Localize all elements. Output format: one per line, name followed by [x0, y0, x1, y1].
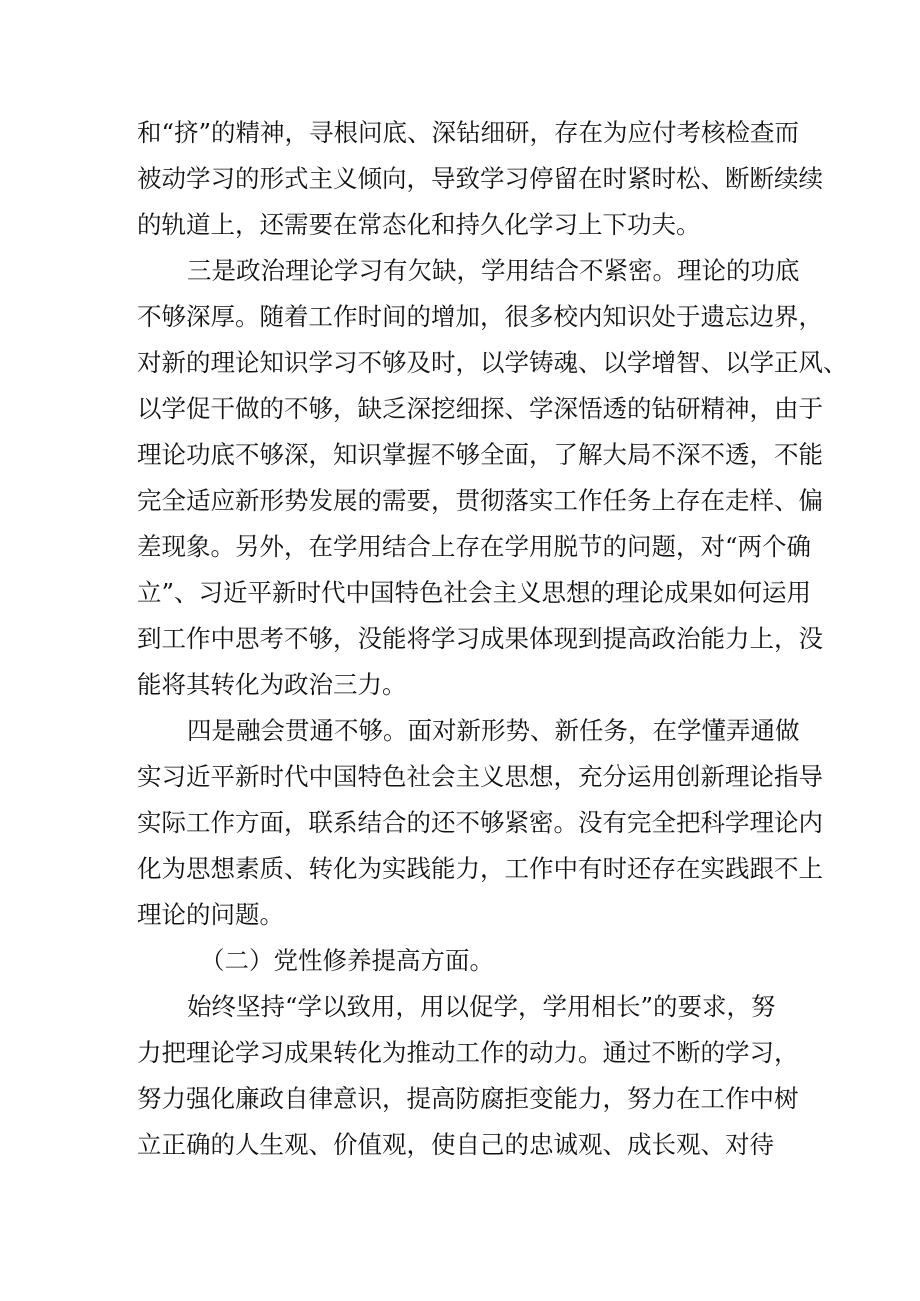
text-line: 完全适应新形势发展的需要，贯彻落实工作任务上存在走样、偏	[137, 486, 823, 515]
text-line: 实习近平新时代中国特色社会主义思想，充分运用创新理论指导	[137, 762, 823, 791]
paragraph-start-line: 四是融会贯通不够。面对新形势、新任务，在学懂弄通做	[187, 716, 800, 745]
text-line: 化为思想素质、转化为实践能力，工作中有时还存在实践跟不上	[137, 854, 823, 883]
text-line: 能将其转化为政治三力。	[137, 670, 407, 699]
text-line: 差现象。另外，在学用结合上存在学用脱节的问题，对“两个确	[137, 532, 812, 561]
paragraph-start-line: 三是政治理论学习有欠缺，学用结合不紧密。理论的功底	[187, 256, 800, 285]
text-line: 理论功底不够深，知识掌握不够全面，了解大局不深不透，不能	[137, 440, 823, 469]
text-line: 被动学习的形式主义倾向，导致学习停留在时紧时松、断断续续	[137, 164, 823, 193]
section-heading: （二）党性修养提高方面。	[200, 946, 494, 975]
text-line: 和“挤”的精神，寻根问底、深钻细研，存在为应付考核检查而	[137, 118, 800, 147]
text-line: 理论的问题。	[137, 900, 284, 929]
text-line: 的轨道上，还需要在常态化和持久化学习上下功夫。	[137, 210, 701, 239]
paragraph-start-line: 始终坚持“学以致用，用以促学，学用相长”的要求，努	[187, 992, 776, 1021]
text-line: 努力强化廉政自律意识，提高防腐拒变能力，努力在工作中树	[137, 1084, 799, 1113]
text-line: 实际工作方面，联系结合的还不够紧密。没有完全把科学理论内	[137, 808, 823, 837]
text-line: 对新的理论知识学习不够及时，以学铸魂、以学增智、以学正风、	[137, 348, 848, 377]
text-line: 立正确的人生观、价值观，使自己的忠诚观、成长观、对待	[137, 1130, 774, 1159]
text-line: 立”、习近平新时代中国特色社会主义思想的理论成果如何运用	[137, 578, 812, 607]
text-line: 不够深厚。随着工作时间的增加，很多校内知识处于遗忘边界，	[137, 302, 823, 331]
text-line: 力把理论学习成果转化为推动工作的动力。通过不断的学习，	[137, 1038, 799, 1067]
text-line: 到工作中思考不够，没能将学习成果体现到提高政治能力上，没	[137, 624, 823, 653]
text-line: 以学促干做的不够，缺乏深挖细探、学深悟透的钻研精神，由于	[137, 394, 823, 423]
